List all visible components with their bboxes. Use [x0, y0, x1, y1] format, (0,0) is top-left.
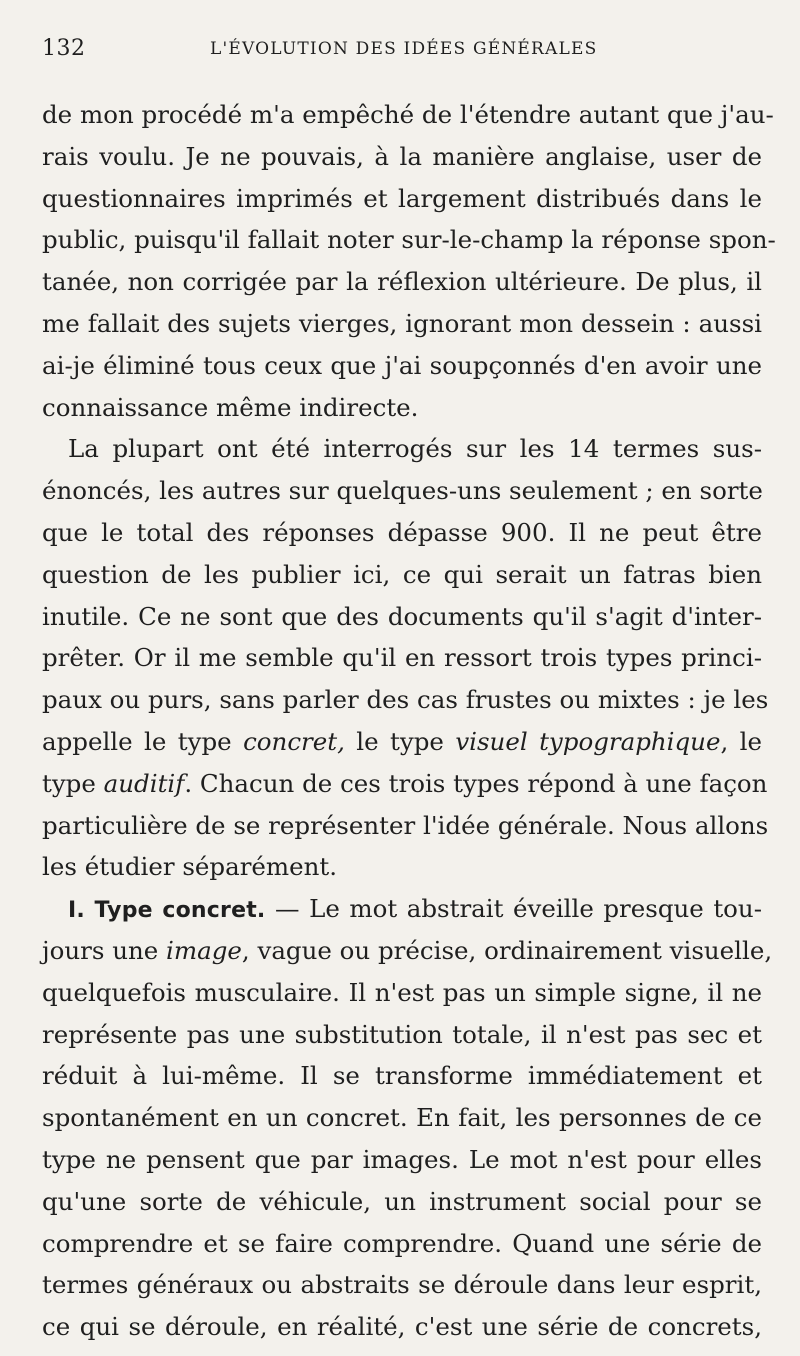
- text-line: spontanément en un concret. En fait, les personnes de ce: [42, 1103, 762, 1133]
- text-fragment: , vague ou précise, ordinairement visuelle,: [241, 935, 773, 965]
- text-line: réduit à lui-même. Il se transforme immédiatement et: [42, 1061, 762, 1091]
- text-line: quelquefois musculaire. Il n'est pas un simple signe, il ne: [42, 977, 762, 1007]
- text-line: [42, 888, 762, 930]
- text-line: tanée, non corrigée par la réflexion ultérieure. De plus, il: [42, 267, 762, 297]
- text-line: ai-je éliminé tous ceux que j'ai soupçonnés d'en avoir une: [42, 350, 762, 380]
- text-line: représente pas une substitution totale, il n'est pas sec et: [42, 1019, 762, 1049]
- text-line: les étudier séparément.: [42, 852, 338, 882]
- text-line: me fallait des sujets vierges, ignorant mon dessein : aussi: [42, 308, 762, 338]
- text-fragment: , le: [720, 726, 762, 756]
- text-line: que le total des réponses dépasse 900. Il ne peut être: [42, 517, 762, 547]
- text-line: questionnaires imprimés et largement distribués dans le: [42, 183, 762, 213]
- running-title: L'ÉVOLUTION DES IDÉES GÉNÉRALES: [210, 39, 598, 59]
- text-line: particulière de se représenter l'idée générale. Nous allons: [42, 810, 769, 840]
- text-fragment: jours une: [42, 935, 167, 965]
- italic-term-image: image: [166, 935, 242, 965]
- text-line: public, puisqu'il fallait noter sur-le-champ la réponse spon-: [42, 225, 776, 255]
- text-line: [42, 930, 773, 972]
- italic-term-visuel-typographique: visuel typographique: [455, 726, 721, 756]
- italic-term-auditif: auditif: [103, 768, 185, 798]
- text-fragment: appelle le type: [42, 726, 244, 756]
- body-text: [42, 94, 776, 1348]
- text-fragment: — Le mot abstrait éveille presque tou-: [265, 894, 762, 924]
- text-line: rais voulu. Je ne pouvais, à la manière anglaise, user de: [42, 141, 762, 171]
- text-line: de mon procédé m'a empêché de l'étendre autant que j'au-: [42, 100, 774, 129]
- text-line: [42, 763, 768, 805]
- italic-term-concret: concret,: [243, 726, 345, 756]
- text-line: prêter. Or il me semble qu'il en ressort trois types princi-: [42, 643, 762, 673]
- text-line: paux ou purs, sans parler des cas frustes ou mixtes : je les: [42, 685, 769, 715]
- text-line: connaissance même indirecte.: [42, 392, 419, 422]
- text-line: énoncés, les autres sur quelques-uns seulement ; en sorte: [42, 476, 763, 506]
- text-line: question de les publier ici, ce qui serait un fatras bien: [42, 559, 762, 589]
- page-number: 132: [42, 36, 86, 61]
- text-line: comprendre et se faire comprendre. Quand une série de: [42, 1228, 762, 1258]
- text-line: type ne pensent que par images. Le mot n'est pour elles: [42, 1144, 762, 1174]
- text-fragment: . Chacun de ces trois types répond à une façon: [184, 768, 768, 798]
- text-line: inutile. Ce ne sont que des documents qu'il s'agit d'inter-: [42, 601, 762, 631]
- text-line: qu'une sorte de véhicule, un instrument social pour se: [42, 1186, 762, 1216]
- page-header: [42, 36, 760, 66]
- text-fragment: type: [42, 768, 104, 798]
- text-line: termes généraux ou abstraits se déroule dans leur esprit,: [42, 1270, 762, 1300]
- text-fragment: le type: [344, 726, 456, 756]
- text-line: La plupart ont été interrogés sur les 14 termes sus-: [68, 434, 762, 464]
- text-line: ce qui se déroule, en réalité, c'est une série de concrets,: [42, 1312, 762, 1342]
- section-heading: I. Type concret.: [68, 898, 266, 924]
- text-line: [42, 721, 762, 763]
